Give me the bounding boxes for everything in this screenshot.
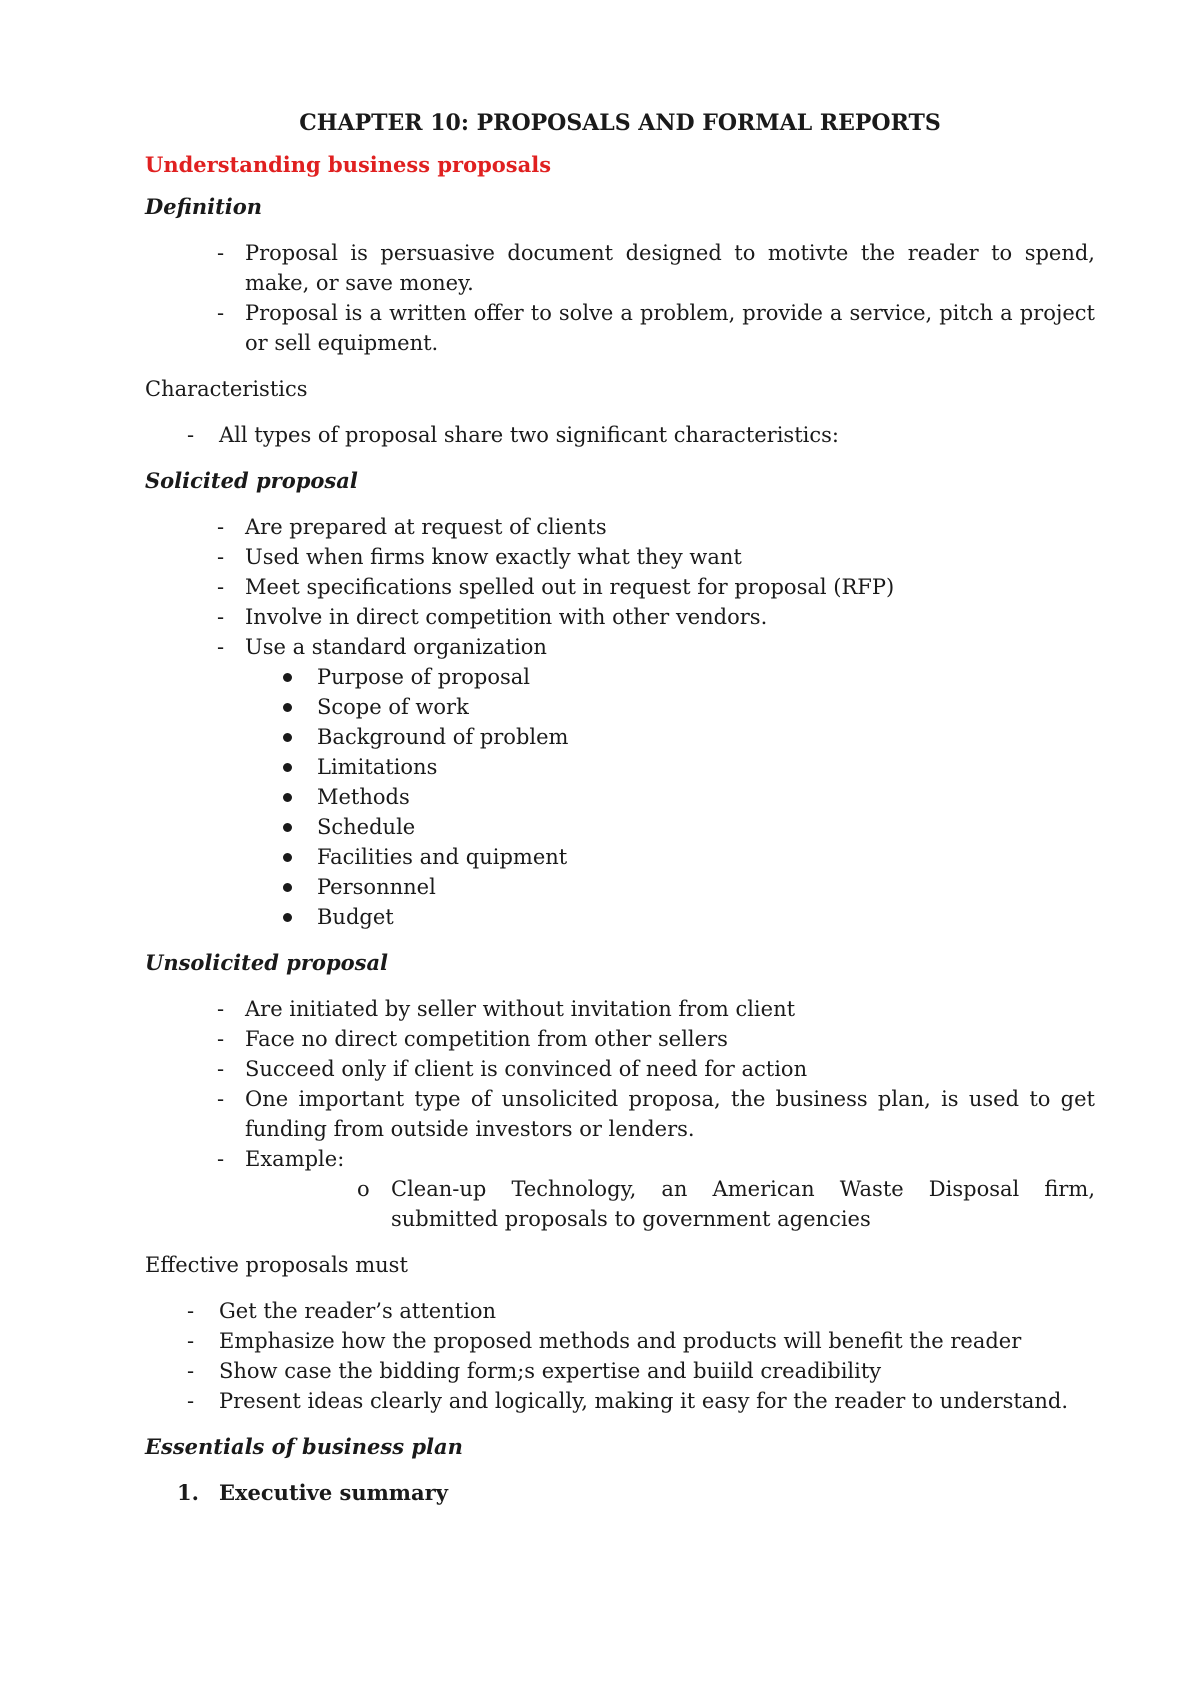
- list-item: - Present ideas clearly and logically, making it easy for the reader to understand.: [145, 1386, 1095, 1416]
- unsolicited-list: [145, 994, 1095, 1174]
- sub-list-item: Facilities and quipment: [145, 842, 1095, 872]
- sub-list-item: Personnnel: [145, 872, 1095, 902]
- section-heading: Understanding business proposals: [145, 152, 552, 177]
- document-page: [145, 108, 1095, 1508]
- list-item: - Used when firms know exactly what they want: [145, 542, 1095, 572]
- list-item: - Involve in direct competition with other vendors.: [145, 602, 1095, 632]
- sub-list-item: Purpose of proposal: [145, 662, 1095, 692]
- definition-heading: Definition: [145, 194, 263, 219]
- effective-heading: Effective proposals must: [145, 1253, 408, 1277]
- list-item: - One important type of unsolicited proposa, the business plan, is used to get funding from outside investors or lenders.: [145, 1084, 1095, 1144]
- item-number: 1.: [177, 1480, 199, 1505]
- sub-list-item: Schedule: [145, 812, 1095, 842]
- sub-list-item: Scope of work: [145, 692, 1095, 722]
- solicited-sub-list: [145, 662, 1095, 932]
- list-item-text: Use a standard organization: [245, 635, 547, 659]
- chapter-title: CHAPTER 10: PROPOSALS AND FORMAL REPORTS: [299, 110, 941, 136]
- list-item: - All types of proposal share two significant characteristics:: [145, 420, 1095, 450]
- essentials-heading: Essentials of business plan: [145, 1434, 463, 1459]
- list-item: - Proposal is persuasive document designed to motivte the reader to spend, make, or save money.: [145, 238, 1095, 298]
- sub-list-item: Limitations: [145, 752, 1095, 782]
- characteristics-list: [145, 420, 1095, 450]
- sub-list-item: Background of problem: [145, 722, 1095, 752]
- list-item: - Are prepared at request of clients: [145, 512, 1095, 542]
- list-item: - Meet specifications spelled out in request for proposal (RFP): [145, 572, 1095, 602]
- list-item: - Emphasize how the proposed methods and products will benefit the reader: [145, 1326, 1095, 1356]
- effective-list: [145, 1296, 1095, 1416]
- sub-list-item: Budget: [145, 902, 1095, 932]
- list-item: - Are initiated by seller without invitation from client: [145, 994, 1095, 1024]
- unsolicited-heading: Unsolicited proposal: [145, 950, 389, 975]
- example-item: o Clean-up Technology, an American Waste Disposal firm, submitted proposals to government agencies: [145, 1174, 1095, 1234]
- essentials-list: [145, 1478, 1095, 1508]
- example-list: [145, 1174, 1095, 1234]
- characteristics-heading: Characteristics: [145, 377, 308, 401]
- list-item: [145, 632, 1095, 662]
- sub-list-item: Methods: [145, 782, 1095, 812]
- list-item: - Example:: [145, 1144, 1095, 1174]
- list-item: - Succeed only if client is convinced of need for action: [145, 1054, 1095, 1084]
- definition-list: [145, 238, 1095, 358]
- solicited-list: [145, 512, 1095, 662]
- list-item: - Proposal is a written offer to solve a problem, provide a service, pitch a project or sell equipment.: [145, 298, 1095, 358]
- numbered-item: [145, 1478, 1095, 1508]
- list-item: - Get the reader’s attention: [145, 1296, 1095, 1326]
- list-item: - Show case the bidding form;s expertise and buiild creadibility: [145, 1356, 1095, 1386]
- solicited-heading: Solicited proposal: [145, 468, 358, 493]
- item-label: Executive summary: [219, 1480, 448, 1505]
- list-item: - Face no direct competition from other sellers: [145, 1024, 1095, 1054]
